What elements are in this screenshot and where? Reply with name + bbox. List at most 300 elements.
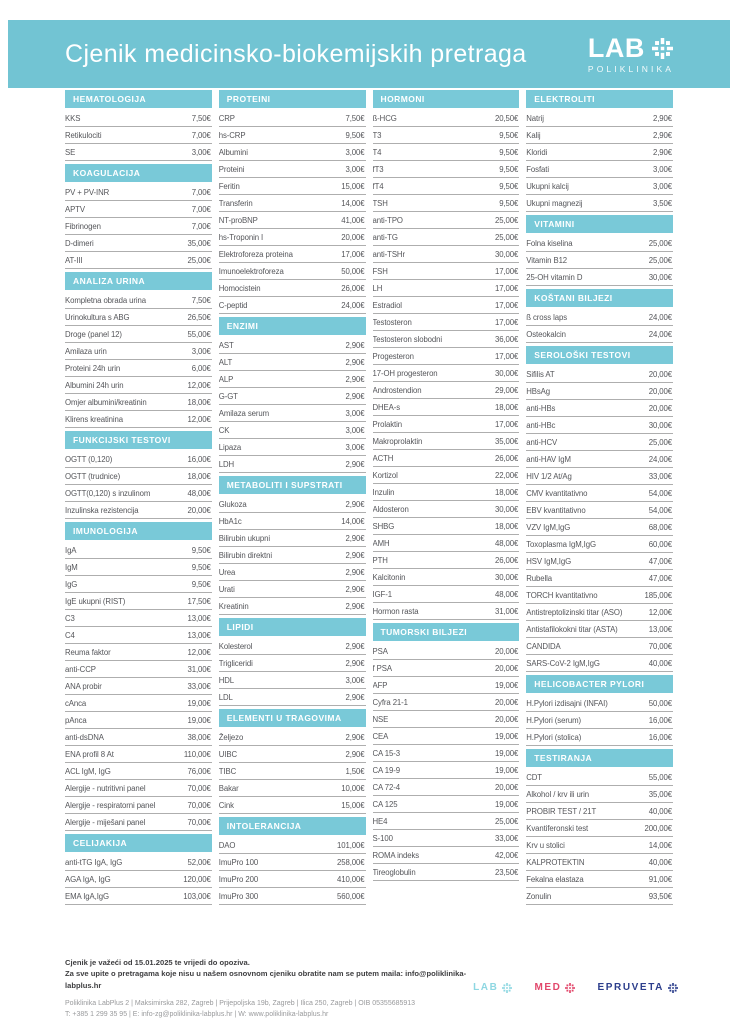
test-price: 19,00€ [187,698,211,708]
price-row [65,502,212,519]
test-name: 17-OH progesteron [372,368,438,378]
price-section [219,476,366,615]
price-row [65,644,212,661]
test-name: anti-dsDNA [65,732,104,742]
test-name: 25-OH vitamin D [526,272,583,282]
test-price: 10,00€ [341,783,365,793]
test-name: NSE [372,714,389,724]
test-price: 68,00€ [648,522,672,532]
test-price: 20,00€ [495,663,519,673]
price-row [373,467,520,484]
price-row [373,433,520,450]
test-name: Alkohol / krv ili urin [526,789,590,799]
section-header: SEROLOŠKI TESTOVI [526,346,673,364]
test-name: H.Pylori izdisajni (INFAI) [526,698,608,708]
test-price: 54,00€ [648,505,672,515]
price-row [526,195,673,212]
test-price: 30,00€ [495,249,519,259]
footer-logo-epruveta [597,982,678,993]
price-row [526,871,673,888]
test-name: Estradiol [372,300,402,310]
section-rows [219,638,366,706]
price-row [65,610,212,627]
test-name: CA 15-3 [372,748,400,758]
test-price: 24,00€ [341,300,365,310]
test-name: CMV kvantitativno [526,488,588,498]
price-row [65,360,212,377]
price-section [65,272,212,428]
test-price: 2,90€ [345,391,365,401]
price-row [373,161,520,178]
test-price: 2,90€ [345,641,365,651]
price-row [219,689,366,706]
price-row [373,535,520,552]
test-name: Androstendion [372,385,422,395]
price-row [526,888,673,905]
test-name: fT4 [372,181,384,191]
price-row [65,110,212,127]
section-rows [219,337,366,473]
test-price: 410,00€ [337,874,365,884]
test-price: 40,00€ [648,658,672,668]
section-rows [373,110,520,620]
price-row [526,178,673,195]
test-price: 12,00€ [648,607,672,617]
test-name: Kvantiferonski test [526,823,589,833]
price-row [373,694,520,711]
test-name: APTV [65,204,85,214]
price-row [373,796,520,813]
price-row [65,377,212,394]
test-price: 9,50€ [499,181,519,191]
test-name: UIBC [218,749,237,759]
price-column [65,90,212,905]
price-row [219,871,366,888]
test-name: ALT [218,357,233,367]
price-row [526,553,673,570]
price-row [373,847,520,864]
price-section [219,317,366,473]
price-row [373,263,520,280]
price-row [65,468,212,485]
price-section [373,90,520,620]
price-row [65,451,212,468]
test-name: Folna kiselina [526,238,573,248]
test-name: TSH [372,198,388,208]
price-row [65,542,212,559]
section-rows [219,837,366,905]
test-name: ACL IgM, IgG [65,766,111,776]
test-price: 20,00€ [648,386,672,396]
price-row [526,366,673,383]
test-name: Sifilis AT [526,369,555,379]
price-row [526,536,673,553]
asterisk-logo-icon [652,38,673,59]
test-price: 14,00€ [341,198,365,208]
price-row [219,763,366,780]
test-name: pAnca [65,715,87,725]
price-section [219,817,366,905]
price-row [219,496,366,513]
test-price: 47,00€ [648,556,672,566]
test-name: anti-HAV IgM [526,454,571,464]
section-header: KOAGULACIJA [65,164,212,182]
test-name: PROBIR TEST / 21T [526,806,597,816]
price-row [373,229,520,246]
price-row [219,388,366,405]
lab-poliklinika-logo [587,32,674,74]
price-row [526,519,673,536]
section-rows [526,769,673,905]
price-row [373,331,520,348]
section-header: FUNKCIJSKI TESTOVI [65,431,212,449]
test-name: HE4 [372,816,388,826]
test-price: 2,90€ [345,567,365,577]
test-name: Krv u stolici [526,840,565,850]
test-price: 33,00€ [648,471,672,481]
price-row [219,161,366,178]
test-price: 2,90€ [345,749,365,759]
test-name: OGTT (trudnice) [65,471,121,481]
test-name: D-dimeri [65,238,94,248]
test-name: IgG [65,579,78,589]
price-row [373,643,520,660]
contact-note: Za sve upite o pretragama koje nisu u našem osnovnom cjeniku obratite nam se putem maila: info@poliklinika-labplus.hr [65,969,467,990]
test-price: 48,00€ [187,488,211,498]
test-name: Feritin [218,181,240,191]
test-name: Hormon rasta [372,606,419,616]
test-price: 48,00€ [495,538,519,548]
price-section [526,675,673,746]
price-row [373,830,520,847]
test-name: C4 [65,630,75,640]
test-name: OGTT(0,120) s inzulinom [65,488,151,498]
test-name: T3 [372,130,382,140]
test-price: 26,50€ [187,312,211,322]
test-name: Antistreptolizinski titar (ASO) [526,607,623,617]
price-row [219,888,366,905]
price-row [373,745,520,762]
test-price: 1,50€ [345,766,365,776]
price-row [373,416,520,433]
price-row [219,144,366,161]
price-row [219,263,366,280]
price-row [219,598,366,615]
test-name: Bilirubin ukupni [218,533,271,543]
price-row [65,763,212,780]
price-row [219,195,366,212]
test-name: hs-CRP [218,130,246,140]
test-price: 17,00€ [495,266,519,276]
test-name: AST [218,340,234,350]
price-row [373,586,520,603]
test-name: SHBG [372,521,395,531]
test-name: Inzulinska rezistencija [65,505,139,515]
price-row [65,888,212,905]
price-row [65,559,212,576]
price-row [526,820,673,837]
test-price: 35,00€ [495,436,519,446]
test-name: Kompletna obrada urina [65,295,147,305]
test-name: anti-TG [372,232,398,242]
test-name: Kolesterol [218,641,253,651]
test-name: Rubella [526,573,552,583]
price-row [65,695,212,712]
section-header: HORMONI [373,90,520,108]
price-row [219,280,366,297]
price-row [219,530,366,547]
test-name: IgM [65,562,78,572]
test-name: Testosteron [372,317,412,327]
test-name: SARS-CoV-2 IgM,IgG [526,658,600,668]
test-name: anti-CCP [65,664,96,674]
section-rows [65,292,212,428]
test-price: 93,50€ [648,891,672,901]
test-price: 16,00€ [648,715,672,725]
test-price: 20,00€ [495,646,519,656]
section-rows [526,366,673,672]
price-row [526,485,673,502]
test-price: 19,00€ [495,748,519,758]
price-row [373,280,520,297]
price-row [219,638,366,655]
test-price: 19,00€ [495,799,519,809]
section-header: HELICOBACTER PYLORI [526,675,673,693]
test-name: Glukoza [218,499,247,509]
test-price: 30,00€ [648,272,672,282]
test-price: 12,00€ [187,380,211,390]
price-section [526,289,673,343]
test-name: G-GT [218,391,238,401]
section-header: PROTEINI [219,90,366,108]
test-name: Urati [218,584,235,594]
test-name: Elektroforeza proteina [218,249,293,259]
price-row [373,399,520,416]
section-rows [526,309,673,343]
test-name: EBV kvantitativno [526,505,586,515]
test-price: 2,90€ [345,601,365,611]
price-row [373,864,520,881]
test-name: Bilirubin direktni [218,550,272,560]
price-row [65,218,212,235]
test-name: Kreatinin [218,601,249,611]
test-name: PTH [372,555,388,565]
test-price: 91,00€ [648,874,672,884]
test-price: 26,00€ [341,283,365,293]
test-price: 55,00€ [187,329,211,339]
price-row [65,252,212,269]
price-row [65,678,212,695]
test-name: Fibrinogen [65,221,101,231]
test-price: 17,00€ [495,300,519,310]
test-name: Makroprolaktin [372,436,423,446]
test-name: DAO [218,840,236,850]
price-row [65,780,212,797]
test-price: 20,00€ [648,403,672,413]
price-row [65,144,212,161]
price-row [526,695,673,712]
footer-text-block [65,957,473,1021]
price-row [65,485,212,502]
test-name: LH [372,283,383,293]
test-name: Proteini [218,164,245,174]
test-price: 2,90€ [345,340,365,350]
test-price: 560,00€ [337,891,365,901]
section-rows [65,542,212,831]
price-section [526,749,673,905]
test-price: 17,00€ [341,249,365,259]
test-name: CEA [372,731,389,741]
test-price: 18,00€ [495,521,519,531]
test-name: Retikulociti [65,130,102,140]
test-name: ROMA indeks [372,850,420,860]
test-name: AGA IgA, IgG [65,874,111,884]
section-header: TUMORSKI BILJEZI [373,623,520,641]
test-price: 60,00€ [648,539,672,549]
price-row [219,354,366,371]
test-price: 20,00€ [341,232,365,242]
price-section [526,346,673,672]
test-name: HBsAg [526,386,551,396]
test-name: Proteini 24h urin [65,363,121,373]
section-header: TESTIRANJA [526,749,673,767]
price-row [219,212,366,229]
price-row [526,161,673,178]
section-rows [65,110,212,161]
test-price: 9,50€ [191,545,211,555]
test-price: 25,00€ [648,238,672,248]
test-price: 25,00€ [648,437,672,447]
price-row [526,837,673,854]
price-row [219,547,366,564]
test-price: 47,00€ [648,573,672,583]
test-price: 23,50€ [495,867,519,877]
logo-subtitle: POLIKLINIKA [587,63,674,74]
footer-logo-lab-text: LAB [473,982,499,993]
test-price: 20,00€ [187,505,211,515]
test-price: 3,00€ [345,147,365,157]
test-name: LDL [218,692,233,702]
test-name: Lipaza [218,442,242,452]
test-price: 200,00€ [644,823,672,833]
test-name: Droge (panel 12) [65,329,122,339]
test-price: 70,00€ [187,800,211,810]
price-row [219,746,366,763]
test-price: 30,00€ [495,572,519,582]
test-name: ß cross laps [526,312,568,322]
test-name: T4 [372,147,382,157]
test-name: Albumini 24h urin [65,380,124,390]
test-price: 55,00€ [648,772,672,782]
test-name: Homocistein [218,283,261,293]
price-row [65,871,212,888]
test-name: Alergije - respiratorni panel [65,800,156,810]
test-name: Klirens kreatinina [65,414,124,424]
test-name: VZV IgM,IgG [526,522,571,532]
test-name: Inzulin [372,487,395,497]
test-name: Tireoglobulin [372,867,416,877]
price-row [373,195,520,212]
test-name: anti-HBs [526,403,556,413]
section-rows [65,451,212,519]
test-price: 3,00€ [652,164,672,174]
test-price: 17,00€ [495,317,519,327]
test-price: 25,00€ [648,255,672,265]
test-price: 70,00€ [648,641,672,651]
section-rows [373,643,520,881]
test-price: 26,00€ [495,453,519,463]
test-name: Amilaza urin [65,346,107,356]
price-row [65,201,212,218]
test-name: Cyfra 21-1 [372,697,408,707]
test-price: 185,00€ [644,590,672,600]
test-name: Fosfati [526,164,549,174]
test-price: 18,00€ [495,402,519,412]
test-price: 3,00€ [345,408,365,418]
asterisk-logo-icon [565,983,575,993]
test-name: Reuma faktor [65,647,111,657]
price-row [526,110,673,127]
price-row [373,762,520,779]
header-banner [8,20,730,88]
price-row [65,127,212,144]
price-row [65,326,212,343]
price-row [65,184,212,201]
price-row [526,854,673,871]
test-name: anti-tTG IgA, IgG [65,857,123,867]
test-price: 18,00€ [187,471,211,481]
test-name: AMH [372,538,390,548]
price-row [526,786,673,803]
section-header: IMUNOLOGIJA [65,522,212,540]
test-name: OGTT (0,120) [65,454,113,464]
price-row [373,365,520,382]
test-name: Imunoelektroforeza [218,266,284,276]
price-row [219,297,366,314]
price-column [219,90,366,905]
test-price: 16,00€ [187,454,211,464]
test-price: 25,00€ [495,215,519,225]
test-name: HDL [218,675,235,685]
price-row [373,779,520,796]
test-price: 2,90€ [345,732,365,742]
price-row [373,246,520,263]
test-price: 2,90€ [345,533,365,543]
price-row [373,518,520,535]
test-name: DHEA-s [372,402,401,412]
test-price: 20,00€ [495,697,519,707]
test-name: S-100 [372,833,393,843]
test-name: C-peptid [218,300,248,310]
price-row [219,780,366,797]
test-price: 9,50€ [499,147,519,157]
price-row [526,326,673,343]
section-header: ENZIMI [219,317,366,335]
test-name: Ukupni magnezij [526,198,583,208]
test-price: 18,00€ [495,487,519,497]
test-price: 7,50€ [191,295,211,305]
test-price: 70,00€ [187,783,211,793]
test-price: 17,00€ [495,283,519,293]
price-row [65,394,212,411]
test-price: 103,00€ [183,891,211,901]
price-section [65,431,212,519]
test-name: CANDIDA [526,641,561,651]
footer-logo-epruveta-text: EPRUVETA [597,982,664,993]
test-name: CA 72-4 [372,782,400,792]
address-line: Poliklinika LabPlus 2 | Maksimirska 282, Zagreb | Prijepoljska 19b, Zagreb | Ilica 250, Zagreb | OIB 05355685913 [65,1000,416,1008]
price-row [526,803,673,820]
